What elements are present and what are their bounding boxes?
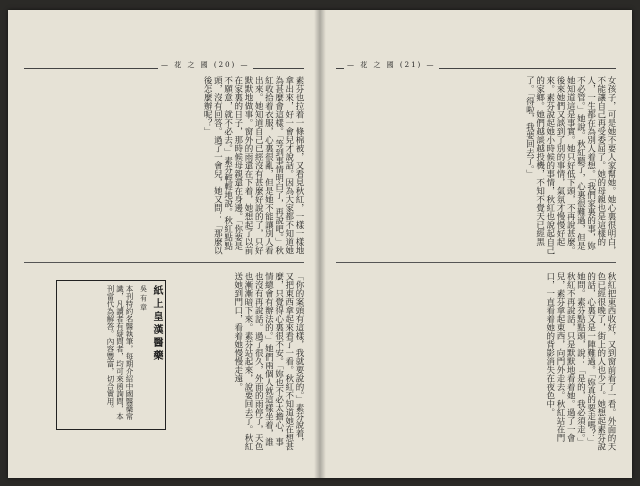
lower-text-column [336,272,616,452]
magazine-spread [8,10,632,478]
section-divider [24,262,304,263]
ad-body: 本刊特約名醫執筆，每期介紹中國醫藥常識，凡讀者有疑問者，均可來函詢問，本刊當代為解答。內容豐富，切合實用。 [106,285,134,420]
body-text: 秋紅把東西收好，又到窗前看了一看。外面的天色已經很晚了，街上的人也少了。她想起素芬說的話，心裏又是一陣難過。「妳真的要走嗎？」她問。素芬點點頭，說：「是的，我必須走。」秋紅不再說話，只是默默地看着她。過了一會兒，素芬拿起東西，向門外走去。秋紅站在門口，一直看着她的背影消失在夜色中。 [544,272,616,451]
page-header: — 花 之 國 (21) — [344,60,439,70]
upper-text-column [24,76,304,256]
upper-text-column [336,76,616,256]
ad-author: 吳 有 章 [139,285,148,311]
book-gutter [314,10,326,478]
right-page [320,10,632,478]
lower-text-column [176,272,304,452]
body-text: 「你的案頭有這樣，我就要說的。」素芬說着，又把東西拿起來看了一看。秋紅不知道她在想甚麼，只覺得心裏很不安。「妳也不必太擔心，事情總會有辦法的。」她們兩個人就這樣坐着，誰也沒有再說話。過了很久，外面的雨停了，天色也漸漸暗下來。素芬站起來，說要回去了。秋紅送她到門口，看着她慢慢走遠。 [232,272,304,451]
advertisement-box [56,280,166,430]
body-text: 女孩子，可是她不要人家幫她。她心裏很明白，不能讓自己再受委屈了。她的母親也是這樣的人，一生都在為別人着想。「我們家裏的事，妳不必管。」她說。秋紅聽了，心裏很難過，但是她知道這是事實。她只好低下頭，不再說甚麼。後來她們又談到了別的事情，氣氛才慢慢好起來。素芬說起她小時候的事情，秋紅也說起自己的家鄉。她們越談越投機，不知不覺天已經黑了。「得啦，我要回去了。」 [524,76,616,255]
ad-title: 紙上皇漢醫藥 [151,285,162,363]
section-divider [336,262,616,263]
page-header: — 花 之 國 (20) — [158,60,253,70]
left-page [8,10,320,478]
body-text: 素芬也拉着一條棉被，又看見秋紅，一樣一樣地拿出來，好一會兒才說話。因為大家都不知道她為甚麼會這樣。「等到事情明白了，再說吧。」秋紅收拾着衣服，心裏很亂，但是她不能讓別人看出來。她知道自己已經沒有甚麼好說的了，只好默默地做事。窗外的雨還在下着，她想起了以前在家裏的日子，那時候母親還在身邊。「你要是不願意，就不必去。」素芬輕輕地說。秋紅點點頭，沒有回答。過了一會兒，她又問：「那麼以後怎麼辦呢？」 [202,76,304,255]
